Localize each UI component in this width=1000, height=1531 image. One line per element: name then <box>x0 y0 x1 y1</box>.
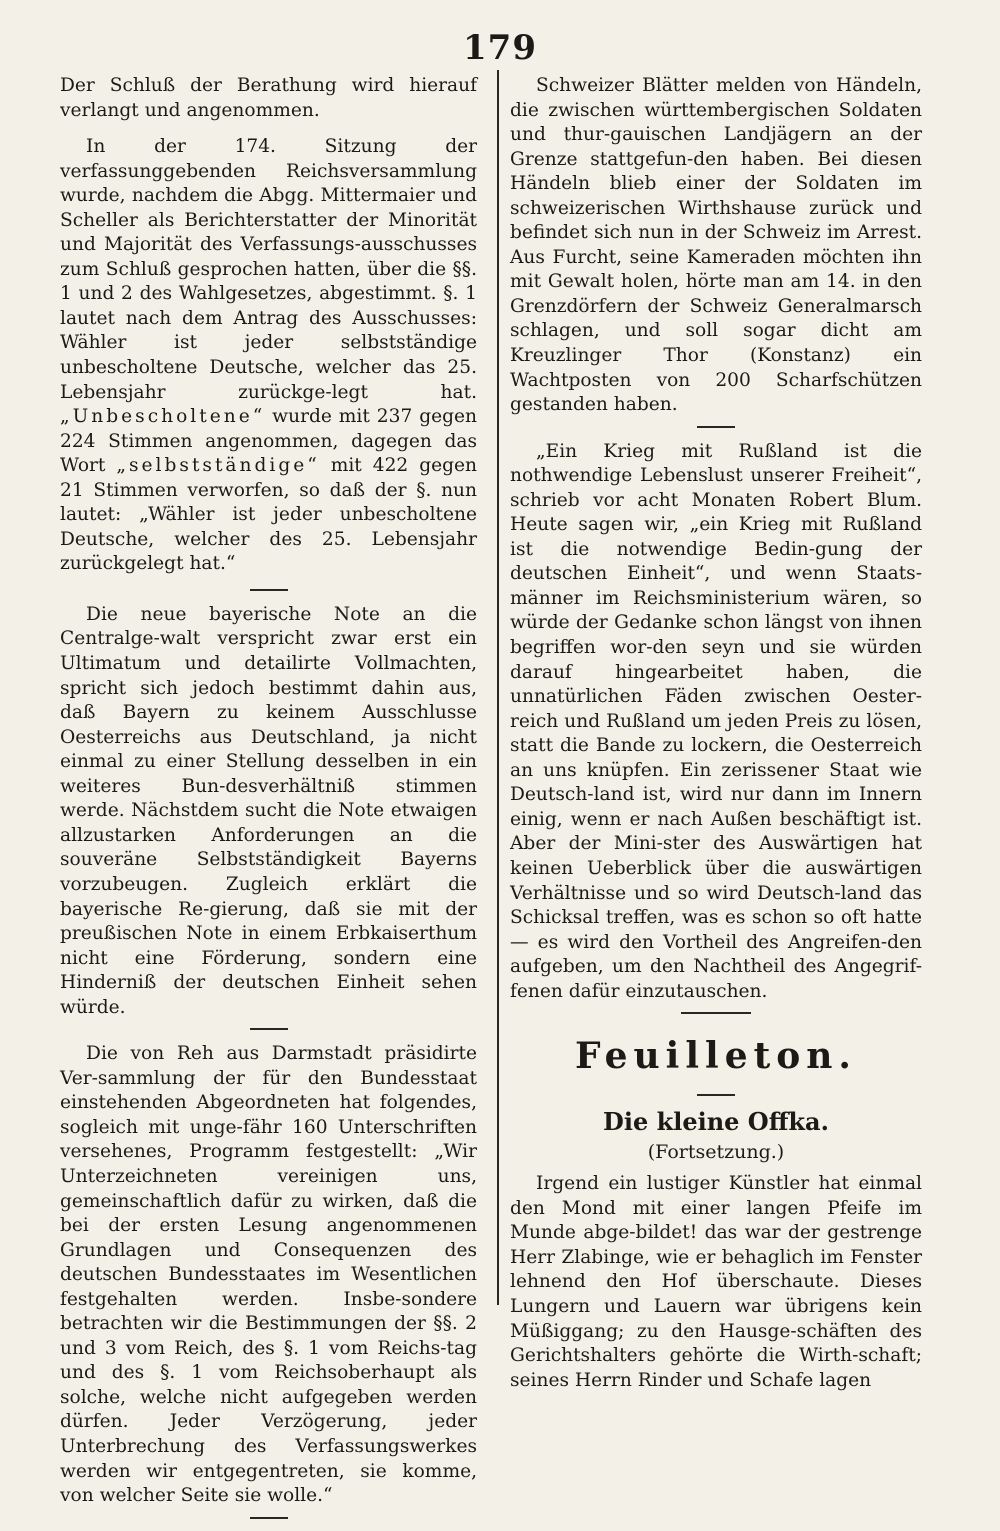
section-rule <box>697 426 735 428</box>
article-paragraph: Der Schluß der Berathung wird hierauf verlangt und angenommen. <box>60 75 477 121</box>
article-text: mit 422 gegen 21 Stimmen verworfen, so daß der §. nun lautet: „Wähler ist jeder unbescholtene Deutsche, welcher des 25. Lebensjahr zurückgelegt hat.“ <box>60 455 477 575</box>
section-rule <box>697 1094 735 1096</box>
section-rule <box>681 1012 751 1014</box>
left-column <box>60 74 477 1531</box>
story-title: Die kleine Offka. <box>603 1107 829 1137</box>
quoted-word: „selbstständige“ <box>116 455 320 477</box>
article-paragraph: Die neue bayerische Note an die Centralge-walt verspricht zwar erst ein Ultimatum und detailirte Vollmachten, spricht sich jedoch bestimmt dahin aus, daß Bayern zu keinem Ausschlusse Oesterreichs aus Deutschland, ja nicht einmal zu einer Stellung desselben in ein weiteres Bun-desverhältniß stimmen werde. Nächstdem sucht die Note etwaigen allzustarken Anforderungen an die souveräne Selbstständigkeit Bayerns vorzubeugen. Zugleich erklärt die bayerische Re-gierung, daß sie mit der preußischen Note in einem Erbkaiserthum nicht eine Förderung, sondern eine Hinderniß der deutschen Einheit sehen würde. <box>60 603 477 1018</box>
article-paragraph: Die von Reh aus Darmstadt präsidirte Ver-sammlung der für den Bundesstaat einstehenden Abgeordneten hat folgendes, sogleich mit unge-fähr 160 Unterschriften versehenes, Programm festgestellt: „Wir Unterzeichneten vereinigen uns, gemeinschaftlich dafür zu wirken, daß die bei der ersten Lesung angenommenen Grundlagen und Consequenzen des deutschen Bundesstaates im Wesentlichen festgehalten werden. Insbe-sondere betrachten wir die Bestimmungen der §§. 2 und 3 vom Reich, des §. 1 vom Reichs-tag und des §. 1 vom Reichsoberhaupt als solche, welche nicht aufgegeben werden dürfen. Jeder Verzögerung, jeder Unterbrechung des Verfassungswerkes werden wir entgegentreten, sie komme, von welcher Seite sie wolle.“ <box>60 1043 477 1507</box>
article-paragraph: Irgend ein lustiger Künstler hat einmal den Mond mit einer langen Pfeife im Munde abge-bildet! das war der gestrenge Herr Zlabinge, wie er behaglich im Fenster lehnend den Hof überschaute. Dieses Lungern und Lauern war übrigens kein Müßiggang; zu den Hausge-schäften des Gerichtshalters gehörte die Wirth-schaft; seines Herrn Rinder und Schafe lagen <box>510 1173 922 1391</box>
column-divider <box>497 70 499 1305</box>
article-text: In der 174. Sitzung der verfassunggebenden Reichsversammlung wurde, nachdem die Abgg. Mittermaier und Scheller als Berichterstatter der Minorität und Majorität des Verfassungs-ausschusses zum Schluß gesprochen hatten, über die §§. 1 und 2 des Wahlgesetzes, abgestimmt. §. 1 lautet nach dem Antrag des Ausschusses: Wähler ist jeder selbstständige unbescholtene Deutsche, welcher das 25. Lebensjahr zurückge-legt hat. <box>60 136 477 403</box>
article-paragraph: Schweizer Blätter melden von Händeln, die zwischen württembergischen Soldaten und thur-gauischen Landjägern an der Grenze stattgefun-den haben. Bei diesen Händeln blieb einer der Soldaten im schweizerischen Wirthshause zurück und befindet sich nun in der Schweiz im Arrest. Aus Furcht, seine Kameraden möchten ihn mit Gewalt holen, hörte man am 14. in den Grenzdörfern der Schweiz Generalmarsch schlagen, und soll sogar dicht am Kreuzlinger Thor (Konstanz) ein Wachtposten von 200 Scharfschützen gestanden haben. <box>510 75 922 416</box>
article-paragraph: „Ein Krieg mit Rußland ist die nothwendige Lebenslust unserer Freiheit“, schrieb vor acht Monaten Robert Blum. Heute sagen wir, „ein Krieg mit Rußland ist die notwendige Bedin-gung der deutschen Einheit“, und wenn Staats-männer im Reichsministerium wären, so würde der Gedanke schon längst von ihnen begriffen wor-den seyn und sie würden darauf hingearbeitet haben, die unnatürlichen Fäden zwischen Oester-reich und Rußland um jeden Preis zu lösen, statt die Bande zu lockern, die Oesterreich an uns knüpfen. Ein zerissener Staat wie Deutsch-land ist, wird nur dann im Innern einig, wenn er nach Außen beschäftigt ist. Aber der Mini-ster des Auswärtigen hat keinen Ueberblick über die auswärtigen Verhältnisse und so wird Deutsch-land das Schicksal treffen, was es schon so oft hatte — es wird den Vortheil des Angreifen-den aufgeben, um den Nachtheil des Angegrif-fenen dafür einzutauschen. <box>510 440 922 1002</box>
page-number: 179 <box>463 28 537 68</box>
quoted-word: „Unbescholtene“ <box>60 406 266 428</box>
article-paragraph <box>60 135 477 577</box>
section-rule <box>250 1517 288 1519</box>
section-rule <box>250 1028 288 1030</box>
right-column <box>510 74 922 1393</box>
story-subtitle: (Fortsetzung.) <box>647 1141 785 1164</box>
article-text: wurde mit 237 gegen 224 Stimmen angenommen, dagegen das Wort <box>60 406 477 477</box>
feuilleton-heading: Feuilleton. <box>575 1035 857 1078</box>
section-rule <box>250 589 288 591</box>
